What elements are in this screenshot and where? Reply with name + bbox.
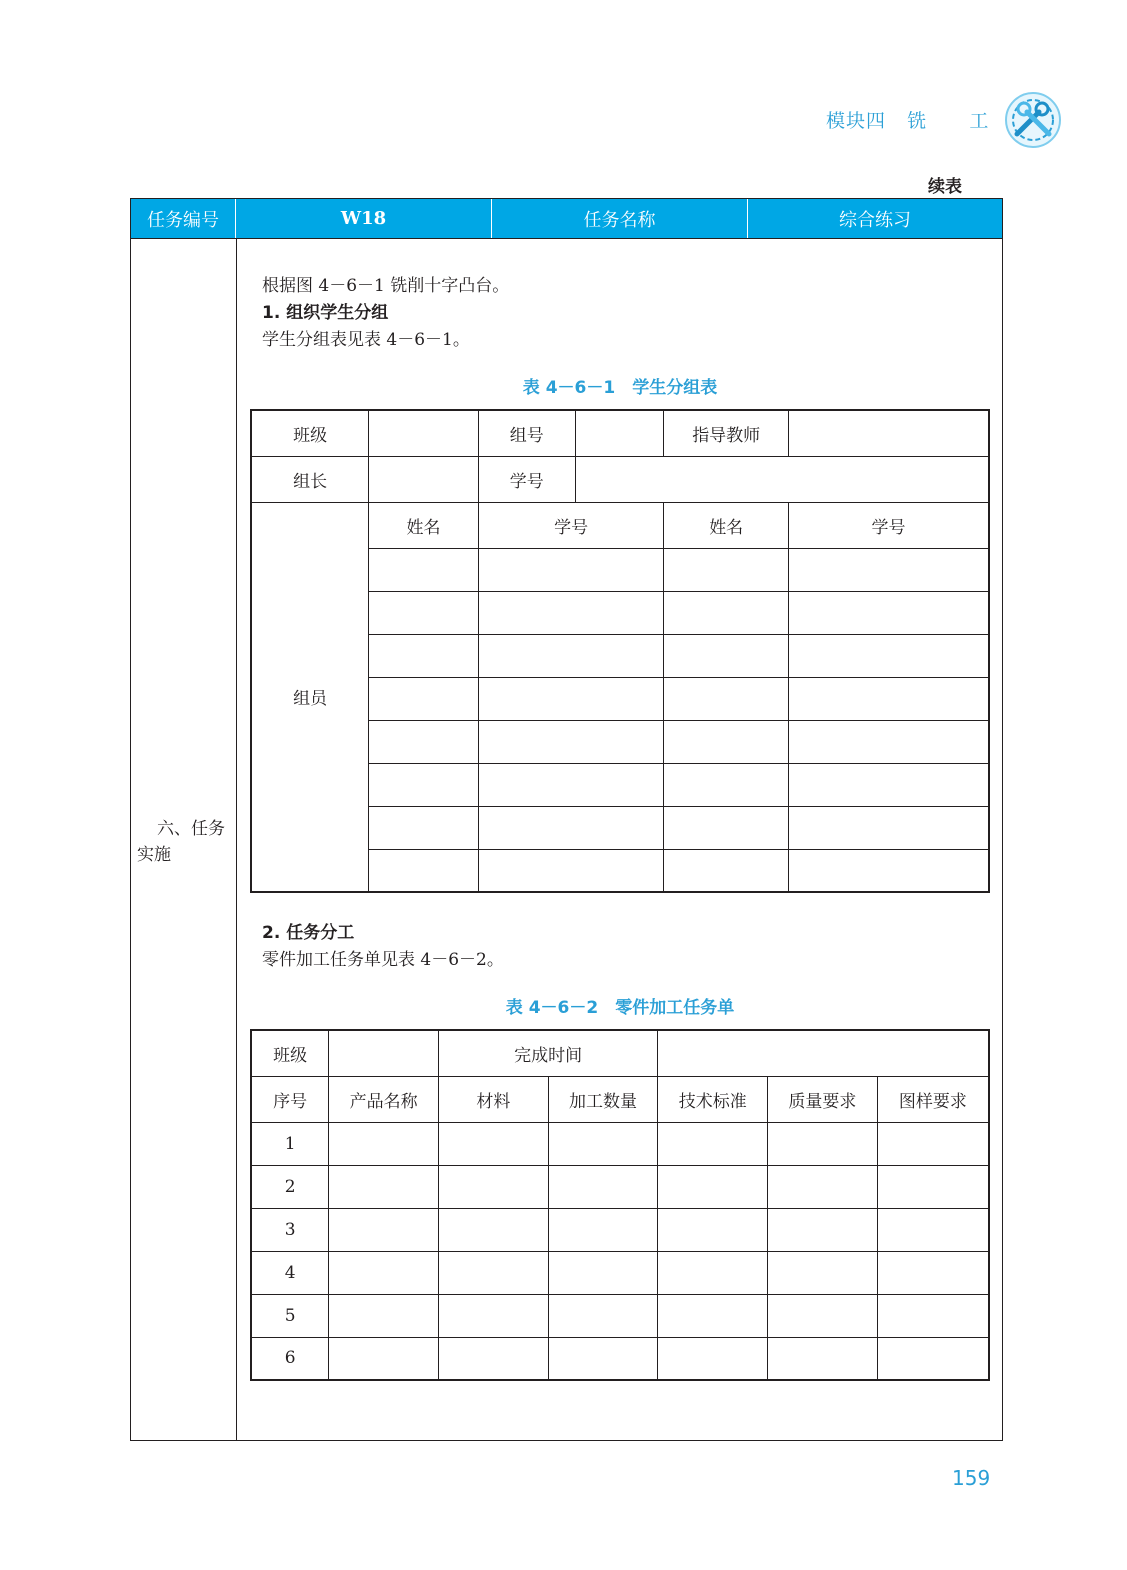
name-cell[interactable] <box>664 677 789 720</box>
teacher-label: 指导教师 <box>664 410 789 456</box>
standard-cell[interactable] <box>658 1122 768 1165</box>
student-no-cell[interactable] <box>478 720 663 763</box>
student-group-table <box>250 409 990 893</box>
continued-label: 续表 <box>928 177 962 197</box>
row-number: 2 <box>251 1165 329 1208</box>
name-cell[interactable] <box>369 849 479 892</box>
group-no-label: 组号 <box>478 410 575 456</box>
material-cell[interactable] <box>438 1122 548 1165</box>
name-cell[interactable] <box>664 763 789 806</box>
product-cell[interactable] <box>329 1251 439 1294</box>
student-no-cell[interactable] <box>789 720 989 763</box>
product-cell[interactable] <box>329 1294 439 1337</box>
name-cell[interactable] <box>369 548 479 591</box>
material-cell[interactable] <box>438 1165 548 1208</box>
quantity-cell[interactable] <box>548 1251 658 1294</box>
column-header: 姓名 <box>369 502 479 548</box>
material-cell[interactable] <box>438 1294 548 1337</box>
intro-text: 根据图 4－6－1 铣削十字凸台。 <box>262 276 510 296</box>
class-label: 班级 <box>251 410 369 456</box>
name-cell[interactable] <box>664 634 789 677</box>
quality-cell[interactable] <box>768 1122 878 1165</box>
student-no-cell[interactable] <box>478 849 663 892</box>
column-header: 姓名 <box>664 502 789 548</box>
column-header: 技术标准 <box>658 1076 768 1122</box>
table2-caption: 表 4－6－2 零件加工任务单 <box>505 998 735 1018</box>
section-label: 六、任务 实施 <box>137 819 225 865</box>
table-row <box>251 1165 989 1208</box>
page-number: 159 <box>952 1466 991 1490</box>
drawing-cell[interactable] <box>877 1122 989 1165</box>
material-cell[interactable] <box>438 1208 548 1251</box>
row-number: 1 <box>251 1122 329 1165</box>
standard-cell[interactable] <box>658 1337 768 1380</box>
name-cell[interactable] <box>664 720 789 763</box>
class-input-cell[interactable] <box>329 1030 439 1076</box>
table1-caption: 表 4－6－1 学生分组表 <box>522 378 718 398</box>
student-no-cell[interactable] <box>478 763 663 806</box>
drawing-cell[interactable] <box>877 1337 989 1380</box>
name-cell[interactable] <box>664 849 789 892</box>
quantity-cell[interactable] <box>548 1294 658 1337</box>
column-header: 序号 <box>251 1076 329 1122</box>
members-label: 组员 <box>251 502 369 892</box>
task-name-value: 综合练习 <box>839 209 911 231</box>
column-header: 学号 <box>789 502 989 548</box>
task-name-label: 任务名称 <box>492 199 748 238</box>
row-number: 6 <box>251 1337 329 1380</box>
leader-no-input-cell[interactable] <box>575 456 989 502</box>
teacher-input-cell[interactable] <box>789 410 989 456</box>
table-row <box>251 1337 989 1380</box>
product-cell[interactable] <box>329 1208 439 1251</box>
leader-input-cell[interactable] <box>369 456 479 502</box>
column-header: 质量要求 <box>768 1076 878 1122</box>
student-no-cell[interactable] <box>789 763 989 806</box>
drawing-cell[interactable] <box>877 1208 989 1251</box>
student-no-cell[interactable] <box>478 634 663 677</box>
column-header: 加工数量 <box>548 1076 658 1122</box>
module-header-title: 模块四 铣 工 <box>826 110 990 132</box>
student-no-cell[interactable] <box>478 806 663 849</box>
student-no-cell[interactable] <box>789 677 989 720</box>
standard-cell[interactable] <box>658 1251 768 1294</box>
material-cell[interactable] <box>438 1251 548 1294</box>
row-number: 4 <box>251 1251 329 1294</box>
quantity-cell[interactable] <box>548 1208 658 1251</box>
class-input-cell[interactable] <box>369 410 479 456</box>
product-cell[interactable] <box>329 1165 439 1208</box>
drawing-cell[interactable] <box>877 1294 989 1337</box>
finish-time-label: 完成时间 <box>438 1030 657 1076</box>
table-row <box>251 1208 989 1251</box>
drawing-cell[interactable] <box>877 1165 989 1208</box>
group-no-input-cell[interactable] <box>575 410 664 456</box>
column-header: 材料 <box>438 1076 548 1122</box>
table-row <box>251 1251 989 1294</box>
name-cell[interactable] <box>369 763 479 806</box>
quantity-cell[interactable] <box>548 1122 658 1165</box>
name-cell[interactable] <box>369 634 479 677</box>
quantity-cell[interactable] <box>548 1165 658 1208</box>
product-cell[interactable] <box>329 1122 439 1165</box>
name-cell[interactable] <box>664 806 789 849</box>
quality-cell[interactable] <box>768 1208 878 1251</box>
student-no-cell[interactable] <box>789 548 989 591</box>
part2-title: 2. 任务分工 <box>262 923 355 943</box>
column-header: 学号 <box>478 502 663 548</box>
standard-cell[interactable] <box>658 1294 768 1337</box>
standard-cell[interactable] <box>658 1208 768 1251</box>
student-no-cell[interactable] <box>478 591 663 634</box>
quality-cell[interactable] <box>768 1165 878 1208</box>
column-header: 产品名称 <box>329 1076 439 1122</box>
student-no-cell[interactable] <box>478 677 663 720</box>
standard-cell[interactable] <box>658 1165 768 1208</box>
class-label: 班级 <box>251 1030 329 1076</box>
wrench-gear-icon <box>1003 90 1063 150</box>
name-cell[interactable] <box>369 591 479 634</box>
student-no-cell[interactable] <box>789 591 989 634</box>
part2-text: 零件加工任务单见表 4－6－2。 <box>262 950 504 970</box>
table-row <box>251 1294 989 1337</box>
quality-cell[interactable] <box>768 1294 878 1337</box>
name-cell[interactable] <box>664 591 789 634</box>
product-cell[interactable] <box>329 1337 439 1380</box>
part1-text: 学生分组表见表 4－6－1。 <box>262 330 470 350</box>
row-number: 5 <box>251 1294 329 1337</box>
name-cell[interactable] <box>369 677 479 720</box>
name-cell[interactable] <box>369 806 479 849</box>
leader-no-label: 学号 <box>478 456 575 502</box>
student-no-cell[interactable] <box>789 849 989 892</box>
student-no-cell[interactable] <box>789 634 989 677</box>
student-no-cell[interactable] <box>478 548 663 591</box>
table-row <box>251 1122 989 1165</box>
quantity-cell[interactable] <box>548 1337 658 1380</box>
finish-time-input-cell[interactable] <box>658 1030 989 1076</box>
row-number: 3 <box>251 1208 329 1251</box>
quality-cell[interactable] <box>768 1251 878 1294</box>
quality-cell[interactable] <box>768 1337 878 1380</box>
name-cell[interactable] <box>664 548 789 591</box>
student-no-cell[interactable] <box>789 806 989 849</box>
leader-label: 组长 <box>251 456 369 502</box>
name-cell[interactable] <box>369 720 479 763</box>
drawing-cell[interactable] <box>877 1251 989 1294</box>
part-task-table <box>250 1029 990 1381</box>
part1-title: 1. 组织学生分组 <box>262 303 389 323</box>
column-header: 图样要求 <box>877 1076 989 1122</box>
task-header-row <box>131 199 1002 239</box>
material-cell[interactable] <box>438 1337 548 1380</box>
task-id-label: 任务编号 <box>131 199 236 238</box>
task-id-value: W18 <box>236 199 492 238</box>
